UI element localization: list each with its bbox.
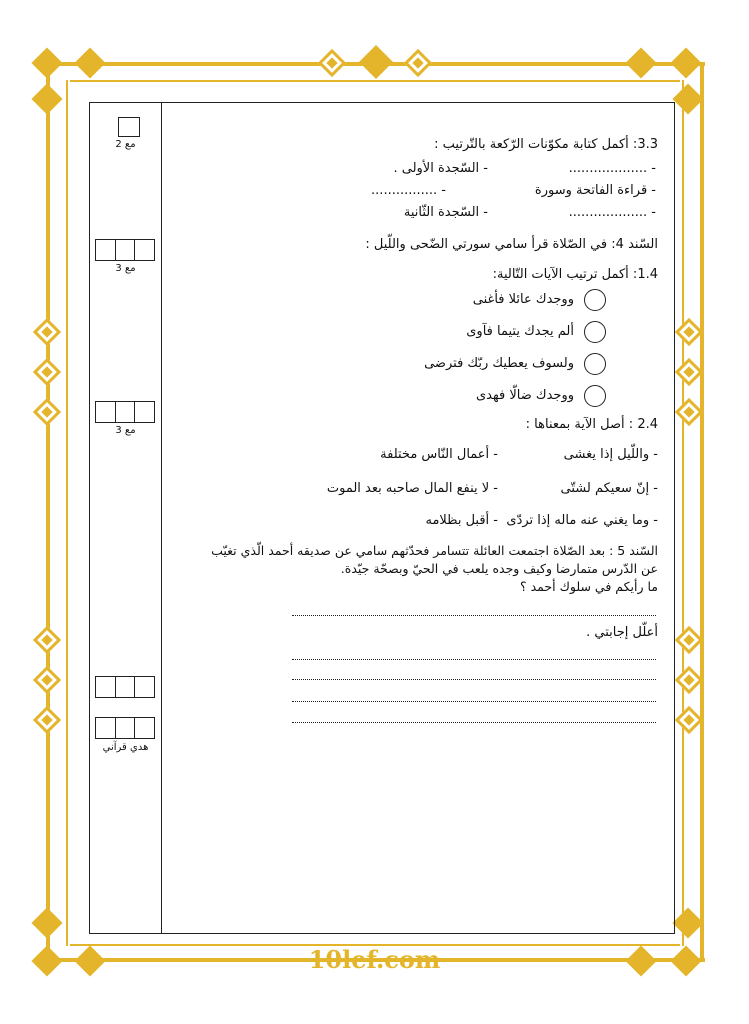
order-circle[interactable] (584, 321, 606, 343)
question-title: 1.4: أكمل ترتيب الآيات التّالية: (492, 267, 658, 282)
question-text: ما رأيكم في سلوك أحمد ؟ (520, 579, 658, 594)
frame-inner-right (682, 80, 684, 946)
answer-blank[interactable]: - ................ (371, 183, 446, 198)
corner-diamond-icon (31, 907, 62, 938)
verse-item[interactable]: - وما يغني عنه ماله إذا تردّى (506, 513, 658, 528)
score-grid[interactable] (95, 401, 155, 423)
criterion-label: مع 2 (115, 139, 136, 150)
verse-item[interactable]: - إنّ سعيكم لشتّى (560, 481, 658, 496)
score-box[interactable] (118, 117, 140, 137)
list-item: - قراءة الفاتحة وسورة (534, 183, 656, 198)
corner-diamond-icon (74, 47, 105, 78)
ring-diamond-icon (33, 626, 61, 654)
center-diamond-icon (359, 45, 393, 79)
ring-diamond-icon (33, 706, 61, 734)
meaning-item[interactable]: - أقبل بظلامه (425, 513, 498, 528)
answer-line[interactable] (292, 659, 656, 660)
instruction-text: أعلّل إجابتي . (586, 625, 658, 640)
ring-diamond-icon (33, 398, 61, 426)
list-item: - السّجدة الثّانية (403, 205, 488, 220)
ring-diamond-icon (675, 398, 703, 426)
question-title: 2.4 : أصل الآية بمعناها : (525, 417, 658, 432)
answer-blank[interactable]: - ................... (568, 161, 656, 176)
answer-line[interactable] (292, 722, 656, 723)
order-circle[interactable] (584, 353, 606, 375)
answer-blank[interactable]: - ................... (568, 205, 656, 220)
criterion-label: هدي قرآني (102, 742, 149, 753)
ring-diamond-icon (675, 626, 703, 654)
verse-text: ألم يجدك يتيما فآوى (466, 324, 574, 339)
context-text: عن الدّرس متمارضا وكيف وجده يلعب في الحيّ وبصحّة جيّدة. (340, 561, 658, 576)
frame-inner-left (66, 80, 68, 946)
context-text: السّند 5 : بعد الصّلاة اجتمعت العائلة تتسامر فحدّثهم سامي عن صديقه أحمد الّذي تغيّب (211, 543, 658, 558)
criterion-label: مع 3 (115, 263, 136, 274)
corner-diamond-icon (625, 47, 656, 78)
verse-text: ووجدك عائلا فأغنى (472, 292, 574, 307)
ring-diamond-icon (33, 318, 61, 346)
ring-diamond-icon (675, 666, 703, 694)
answer-line[interactable] (292, 615, 656, 616)
corner-diamond-icon (31, 83, 62, 114)
criterion-label: مع 3 (115, 425, 136, 436)
answer-line[interactable] (292, 679, 656, 680)
ring-diamond-icon (33, 358, 61, 386)
order-circle[interactable] (584, 385, 606, 407)
context-text: السّند 4: في الصّلاة قرأ سامي سورتي الضّحى واللّيل : (365, 237, 658, 252)
ring-diamond-icon (675, 358, 703, 386)
question-title: 3.3: أكمل كتابة مكوّنات الرّكعة بالتّرتيب : (434, 137, 658, 152)
list-item: - السّجدة الأولى . (393, 161, 488, 176)
meaning-item[interactable]: - لا ينفع المال صاحبه بعد الموت (326, 481, 498, 496)
worksheet-content (162, 103, 674, 933)
verse-item[interactable]: - واللّيل إذا يغشى (563, 447, 658, 462)
score-grid[interactable] (95, 717, 155, 739)
grading-margin (90, 103, 162, 933)
ring-diamond-icon (675, 318, 703, 346)
verse-text: ولسوف يعطيك ربّك فترضى (424, 356, 574, 371)
frame-left-line (46, 62, 50, 962)
ring-diamond-icon (318, 49, 346, 77)
ring-diamond-icon (675, 706, 703, 734)
verse-text: ووجدك ضالّا فهدى (475, 388, 574, 403)
score-grid[interactable] (95, 239, 155, 261)
corner-diamond-icon (31, 47, 62, 78)
corner-diamond-icon (670, 47, 701, 78)
order-circle[interactable] (584, 289, 606, 311)
corner-diamond-icon (672, 907, 703, 938)
score-grid[interactable] (95, 676, 155, 698)
frame-right-line (700, 62, 704, 962)
site-watermark: 10lef.com (308, 945, 441, 974)
worksheet-page (89, 102, 675, 934)
meaning-item[interactable]: - أعمال النّاس مختلفة (380, 447, 498, 462)
ring-diamond-icon (404, 49, 432, 77)
answer-line[interactable] (292, 701, 656, 702)
corner-diamond-icon (672, 83, 703, 114)
ring-diamond-icon (33, 666, 61, 694)
frame-inner-top (70, 80, 680, 82)
